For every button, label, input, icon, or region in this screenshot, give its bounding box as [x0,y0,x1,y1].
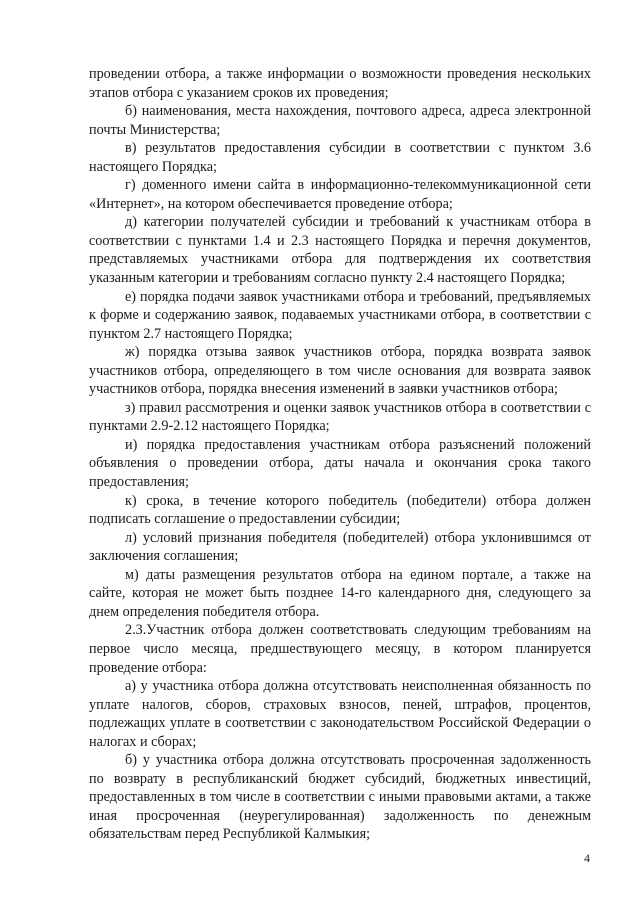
paragraph-item-l: л) условий признания победителя (победителей) отбора уклонившимся от заключения соглашения; [89,529,591,565]
paragraph-section-2-3: 2.3.Участник отбора должен соответствовать следующим требованиям на первое число месяца, предшествующего месяцу, в котором планируется проведение отбора: [89,622,591,676]
paragraph-continuation: проведении отбора, а также информации о возможности проведения нескольких этапов отбора с указанием сроков их проведения; [89,66,591,101]
paragraph-item-k: к) срока, в течение которого победитель (победители) отбора должен подписать соглашение о предоставлении субсидии; [89,492,591,528]
paragraph-item-b: б) наименования, места нахождения, почтового адреса, адреса электронной почты Министерства; [89,103,591,138]
paragraph-item-m: м) даты размещения результатов отбора на едином портале, а также на сайте, которая не может быть позднее 14-го календарного дня, следующего за днем определения победителя отбора. [89,566,591,620]
paragraph-item-i: и) порядка предоставления участникам отбора разъяснений положений объявления о проведении отбора, даты начала и окончания срока такого предоставления; [89,436,591,491]
document-body [89,65,591,844]
paragraph-item-g: г) доменного имени сайта в информационно-телекоммуникационной сети «Интернет», на котором обеспечивается проведение отбора; [89,177,591,212]
paragraph-item-e: е) порядка подачи заявок участниками отбора и требований, предъявляемых к форме и содержанию заявок, подаваемых участниками отбора, в соответствии с пунктом 2.7 настоящего Порядка; [89,288,591,342]
paragraph-item-z: з) правил рассмотрения и оценки заявок участников отбора в соответствии с пунктами 2.9-2.12 настоящего Порядка; [89,399,591,435]
paragraph-item-d: д) категории получателей субсидии и требований к участникам отбора в соответствии с пунктами 1.4 и 2.3 настоящего Порядка и перечня документов, представляемых участниками отбора для подтверждения их соответствия указанным категории и требованиям согласно пункту 2.4 настоящего Порядка; [89,214,591,287]
paragraph-requirement-b: б) у участника отбора должна отсутствовать просроченная задолженность по возврату в республиканский бюджет субсидий, бюджетных инвестиций, предоставленных в том числе в соответствии с иными правовыми актами, а также иная просроченная (неурегулированная) задолженность по денежным обязательствам перед Республикой Калмыкия; [89,752,591,843]
paragraph-requirement-a: а) у участника отбора должна отсутствовать неисполненная обязанность по уплате налогов, сборов, страховых взносов, пеней, штрафов, процентов, подлежащих уплате в соответствии с законодательством Российской Федерации о налогах и сборах; [89,678,591,750]
paragraph-item-zh: ж) порядка отзыва заявок участников отбора, порядка возврата заявок участников отбора, определяющего в том числе основания для возврата заявок участников отбора, порядка внесения изменений в заявки участников отбора; [89,344,591,398]
paragraph-item-v: в) результатов предоставления субсидии в соответствии с пунктом 3.6 настоящего Порядка; [89,140,591,175]
page-number: 4 [584,851,590,865]
